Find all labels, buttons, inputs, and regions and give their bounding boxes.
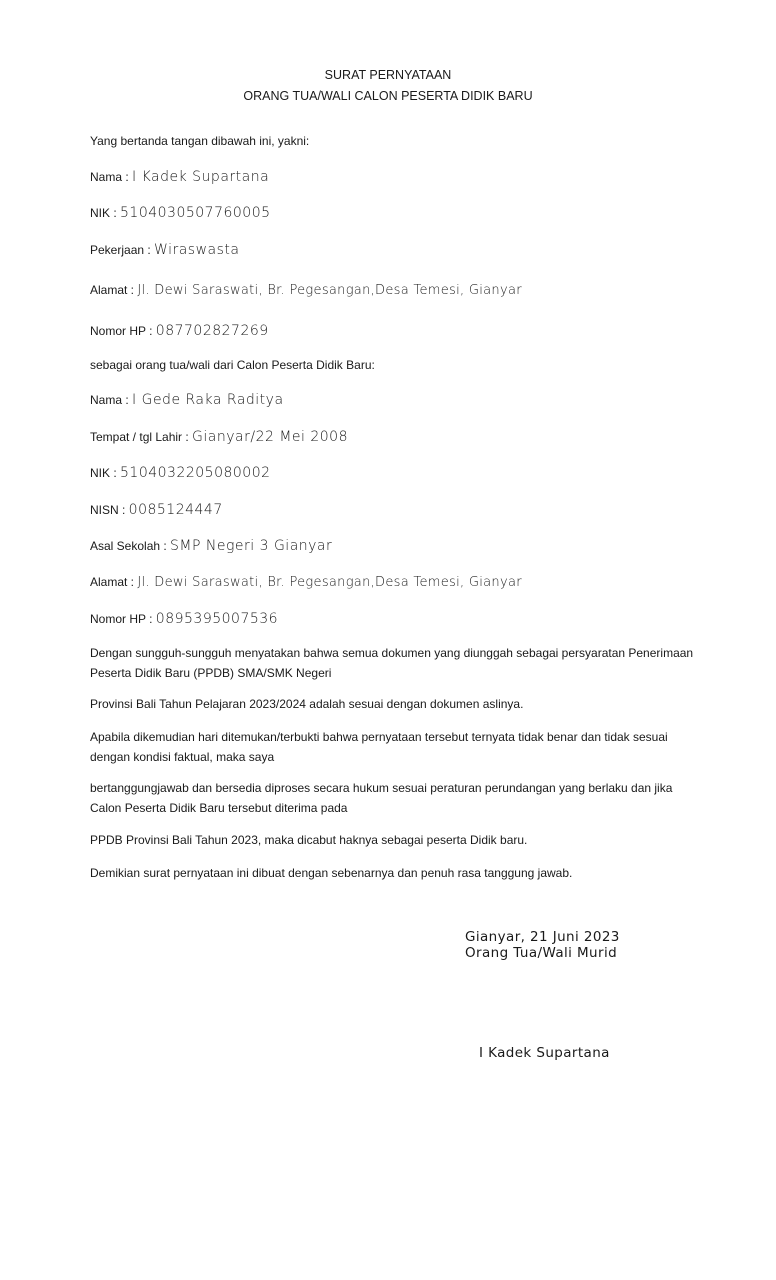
student-birth-label: Tempat / tgl Lahir :: [90, 430, 193, 444]
student-nisn-value: 0085124447: [128, 502, 223, 518]
parent-name-row: [90, 169, 269, 185]
parent-job-row: [90, 242, 240, 258]
student-address-label: Alamat :: [90, 575, 138, 589]
student-nik-label: NIK :: [90, 466, 121, 480]
statement-paragraph-2: Provinsi Bali Tahun Pelajaran 2023/2024 adalah sesuai dengan dokumen aslinya.: [90, 697, 524, 711]
student-phone-value: 0895395007536: [155, 611, 279, 627]
document-subtitle: ORANG TUA/WALI CALON PESERTA DIDIK BARU: [243, 89, 533, 103]
parent-address-value: Jl. Dewi Saraswati, Br. Pegesangan,Desa Temesi, Gianyar: [137, 283, 522, 298]
student-nisn-label: NISN :: [90, 503, 129, 517]
parent-job-label: Pekerjaan :: [90, 243, 155, 257]
student-phone-row: [90, 611, 278, 627]
intro-text: Yang bertanda tangan dibawah ini, yakni:: [90, 134, 310, 148]
statement-paragraph-4: bertanggungjawab dan bersedia diproses secara hukum sesuai peraturan perundangan yang berlaku dan jika Calon Peserta Didik Baru tersebut diterima pada: [90, 781, 673, 815]
student-school-value: SMP Negeri 3 Gianyar: [170, 538, 333, 554]
document-title: SURAT PERNYATAAN: [324, 68, 452, 82]
student-nisn-row: [90, 502, 223, 518]
student-address-row: [90, 575, 522, 590]
student-name-label: Nama :: [90, 393, 133, 407]
student-nik-row: [90, 465, 271, 481]
student-birth-row: [90, 429, 348, 445]
parent-phone-row: [90, 323, 269, 339]
student-birth-value: Gianyar/22 Mei 2008: [192, 429, 348, 445]
signature-place-date: Gianyar, 21 Juni 2023: [465, 929, 620, 945]
parent-address-row: [90, 283, 522, 298]
parent-nik-row: [90, 205, 271, 221]
statement-paragraph-1: Dengan sungguh-sungguh menyatakan bahwa semua dokumen yang diunggah sebagai persyaratan Penerimaan Peserta Didik Baru (PPDB) SMA/SMK Negeri: [90, 646, 694, 680]
parent-nik-value: 5104030507760005: [120, 205, 271, 221]
signature-name: I Kadek Supartana: [479, 1045, 610, 1061]
parent-phone-value: 087702827269: [155, 323, 269, 339]
statement-paragraph-5: PPDB Provinsi Bali Tahun 2023, maka dicabut haknya sebagai peserta Didik baru.: [90, 833, 528, 847]
signature-role: Orang Tua/Wali Murid: [465, 945, 618, 961]
parent-name-value: I Kadek Supartana: [132, 169, 270, 185]
parent-name-label: Nama :: [90, 170, 133, 184]
statement-paragraph-6: Demikian surat pernyataan ini dibuat dengan sebenarnya dan penuh rasa tanggung jawab.: [90, 866, 573, 880]
parent-job-value: Wiraswasta: [154, 242, 240, 258]
parent-address-label: Alamat :: [90, 283, 138, 297]
student-school-row: [90, 538, 332, 554]
student-nik-value: 5104032205080002: [120, 465, 271, 481]
parent-phone-label: Nomor HP :: [90, 324, 156, 338]
student-school-label: Asal Sekolah :: [90, 539, 171, 553]
parent-nik-label: NIK :: [90, 206, 121, 220]
student-address-value: Jl. Dewi Saraswati, Br. Pegesangan,Desa Temesi, Gianyar: [137, 575, 522, 590]
student-phone-label: Nomor HP :: [90, 612, 156, 626]
student-name-row: [90, 392, 284, 408]
bridge-text: sebagai orang tua/wali dari Calon Peserta Didik Baru:: [90, 358, 375, 372]
statement-paragraph-3: Apabila dikemudian hari ditemukan/terbukti bahwa pernyataan tersebut ternyata tidak benar dan tidak sesuai dengan kondisi faktual, maka saya: [90, 730, 668, 764]
student-name-value: I Gede Raka Raditya: [132, 392, 284, 408]
